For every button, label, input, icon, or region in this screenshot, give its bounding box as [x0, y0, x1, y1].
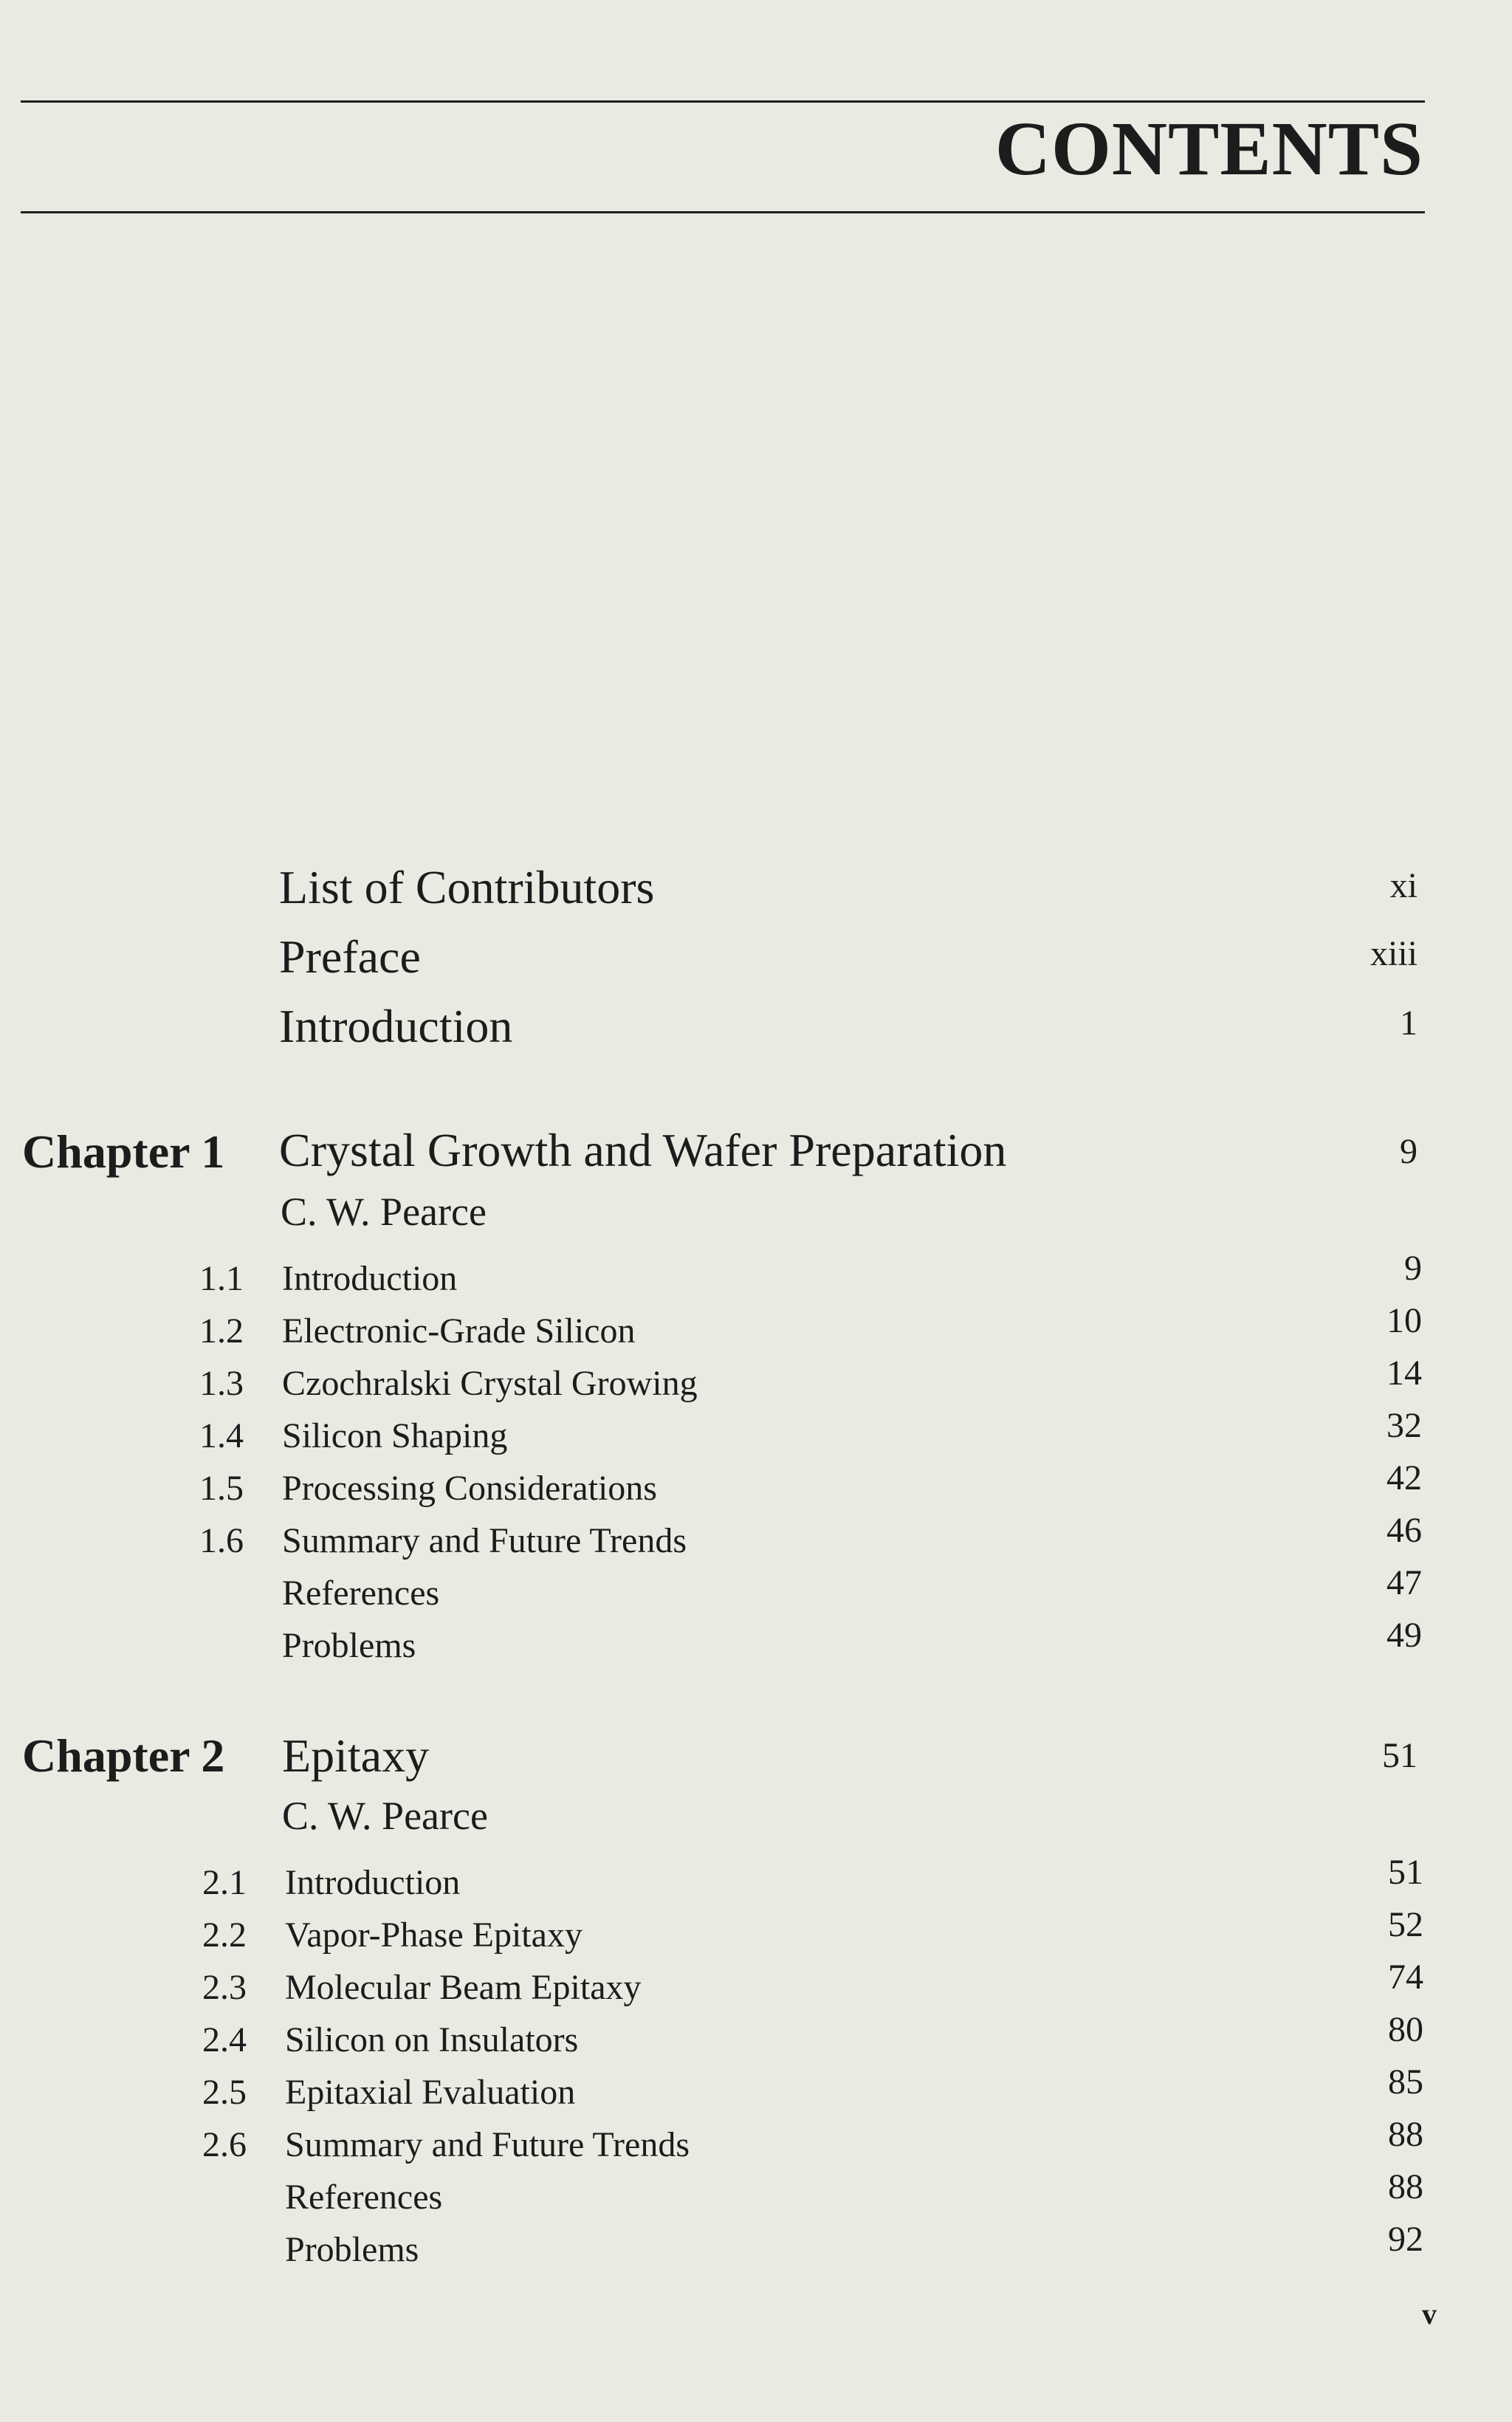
section-number: 2.4 [202, 2020, 247, 2059]
chapter-title[interactable]: Epitaxy [282, 1729, 430, 1782]
section-number: 1.3 [199, 1364, 244, 1403]
section-title-references[interactable]: References [282, 1574, 440, 1613]
section-page: 10 [1386, 1301, 1422, 1340]
chapter-author: C. W. Pearce [282, 1794, 488, 1838]
chapter-label: Chapter 1 [22, 1125, 225, 1178]
section-page: 88 [1388, 2167, 1423, 2206]
header-rule-top [21, 100, 1425, 103]
section-title[interactable]: Molecular Beam Epitaxy [285, 1968, 642, 2007]
toc-entry-preface[interactable]: Preface [279, 930, 421, 983]
section-page: 51 [1388, 1853, 1423, 1892]
section-title-problems[interactable]: Problems [285, 2230, 419, 2269]
section-number: 2.1 [202, 1863, 247, 1902]
toc-page-preface: xiii [1370, 934, 1418, 973]
section-number: 1.4 [199, 1416, 244, 1455]
section-page: 47 [1386, 1563, 1422, 1602]
section-title[interactable]: Czochralski Crystal Growing [282, 1364, 698, 1403]
section-number: 2.2 [202, 1915, 247, 1955]
section-number: 1.5 [199, 1469, 244, 1508]
section-title[interactable]: Vapor-Phase Epitaxy [285, 1915, 583, 1955]
section-page: 88 [1388, 2115, 1423, 2154]
chapter-label: Chapter 2 [22, 1729, 225, 1782]
section-page: 9 [1404, 1249, 1422, 1288]
section-page: 14 [1386, 1354, 1422, 1393]
section-page: 42 [1386, 1458, 1422, 1498]
section-number: 2.3 [202, 1968, 247, 2007]
toc-entry-introduction[interactable]: Introduction [279, 1000, 513, 1052]
section-number: 1.1 [199, 1259, 244, 1298]
chapter-author: C. W. Pearce [281, 1190, 487, 1234]
section-page: 80 [1388, 2010, 1423, 2049]
section-title-references[interactable]: References [285, 2178, 443, 2217]
section-title[interactable]: Introduction [285, 1863, 461, 1902]
toc-page-contributors: xi [1389, 866, 1418, 905]
section-page: 32 [1386, 1406, 1422, 1445]
section-title[interactable]: Processing Considerations [282, 1469, 657, 1508]
toc-page-introduction: 1 [1400, 1004, 1418, 1043]
section-number: 2.5 [202, 2073, 247, 2112]
header-rule-bottom [21, 211, 1425, 213]
page-title: CONTENTS [994, 106, 1423, 191]
chapter-page: 51 [1382, 1736, 1418, 1775]
section-page: 52 [1388, 1905, 1423, 1944]
chapter-page: 9 [1400, 1132, 1418, 1171]
section-number: 2.6 [202, 2125, 247, 2164]
section-title[interactable]: Electronic-Grade Silicon [282, 1311, 636, 1351]
page-number: v [1422, 2297, 1437, 2330]
chapter-title[interactable]: Crystal Growth and Wafer Preparation [279, 1124, 1007, 1176]
section-title[interactable]: Summary and Future Trends [285, 2125, 690, 2164]
section-title[interactable]: Introduction [282, 1259, 458, 1298]
section-number: 1.6 [199, 1521, 244, 1560]
section-page: 85 [1388, 2062, 1423, 2102]
section-title[interactable]: Silicon Shaping [282, 1416, 508, 1455]
section-title[interactable]: Epitaxial Evaluation [285, 2073, 576, 2112]
toc-entry-contributors[interactable]: List of Contributors [279, 861, 655, 913]
section-page: 74 [1388, 1958, 1423, 1997]
section-page: 46 [1386, 1511, 1422, 1550]
section-title[interactable]: Silicon on Insulators [285, 2020, 579, 2059]
section-title[interactable]: Summary and Future Trends [282, 1521, 687, 1560]
section-title-problems[interactable]: Problems [282, 1626, 416, 1665]
section-page: 49 [1386, 1616, 1422, 1655]
section-number: 1.2 [199, 1311, 244, 1351]
section-page: 92 [1388, 2220, 1423, 2259]
